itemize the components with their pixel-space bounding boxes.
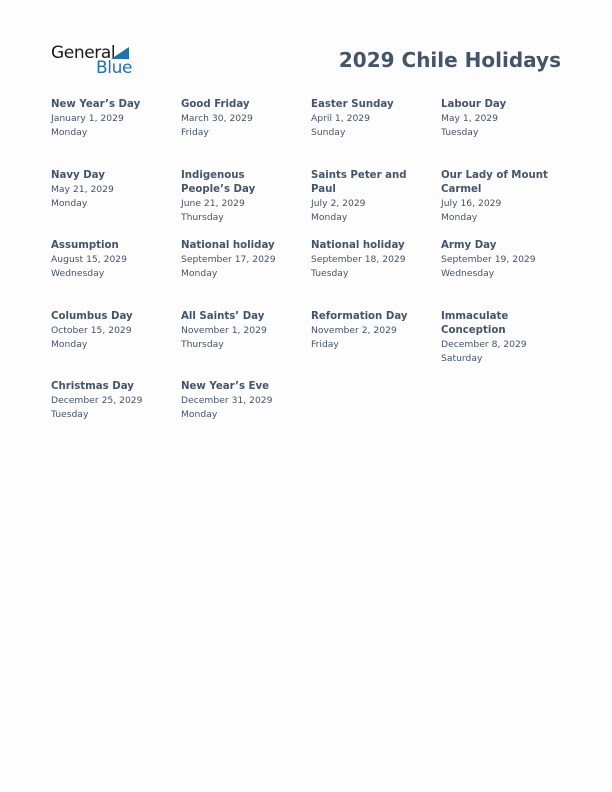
holiday-entry [311,98,441,169]
holiday-entry [311,169,441,240]
holiday-entry [441,169,571,240]
holiday-name: Saints Peter and Paul [311,169,407,195]
holiday-entry [181,98,311,169]
holiday-weekday: Monday [181,268,218,279]
holiday-entry [311,310,441,381]
holiday-entry [181,380,311,451]
holiday-name: Immaculate Conception [441,310,509,336]
holiday-date: September 18, 2029 [311,254,406,265]
holiday-grid [51,98,571,451]
holiday-entry [181,239,311,310]
holiday-weekday: Tuesday [311,268,349,279]
holiday-name: Easter Sunday [311,99,394,110]
holiday-name: Labour Day [441,99,507,110]
holiday-weekday: Tuesday [51,409,89,420]
holiday-date: August 15, 2029 [51,254,127,265]
holiday-name: Army Day [441,240,497,251]
holiday-date: December 31, 2029 [181,395,273,406]
holiday-weekday: Thursday [181,338,224,350]
holiday-date: November 2, 2029 [311,324,397,336]
holiday-name: National holiday [181,240,275,251]
holiday-date: December 25, 2029 [51,395,143,406]
holiday-name: New Year’s Eve [181,381,270,392]
holiday-entry [441,310,571,381]
holiday-entry [311,239,441,310]
holiday-date: December 8, 2029 [441,338,527,350]
holiday-weekday: Wednesday [441,268,495,279]
holiday-weekday: Wednesday [51,268,105,279]
holiday-name: New Year’s Day [51,99,141,110]
holiday-weekday: Monday [311,211,348,223]
holiday-date: July 16, 2029 [441,197,502,209]
holiday-name: Our Lady of Mount Carmel [441,169,548,195]
holiday-name: Good Friday [181,99,250,110]
holiday-weekday: Tuesday [441,127,479,138]
logo-text-blue: Blue [96,58,133,78]
holiday-entry [51,239,181,310]
holiday-name: Indigenous People’s Day [181,169,256,195]
holiday-entry [181,169,311,240]
holiday-name: Navy Day [51,169,105,181]
holiday-date: May 21, 2029 [51,183,114,195]
holiday-weekday: Thursday [181,211,224,223]
holiday-name: Assumption [51,240,119,251]
holiday-name: Reformation Day [311,310,408,322]
holiday-entry [441,98,571,169]
logo-text-general: General [51,43,116,63]
holiday-weekday: Friday [311,338,339,350]
holiday-date: July 2, 2029 [311,197,366,209]
page-title: 2029 Chile Holidays [338,48,561,72]
holiday-weekday: Monday [51,127,88,138]
holiday-weekday: Saturday [441,352,483,364]
holiday-entry [51,310,181,381]
holiday-weekday: Monday [181,409,218,420]
holiday-date: April 1, 2029 [311,113,370,124]
holiday-date: November 1, 2029 [181,324,267,336]
holiday-name: National holiday [311,240,405,251]
holiday-weekday: Sunday [311,127,346,138]
holiday-weekday: Friday [181,127,209,138]
holiday-date: June 21, 2029 [181,197,245,209]
holiday-date: May 1, 2029 [441,113,498,124]
holiday-weekday: Monday [51,197,88,209]
holiday-entry [51,169,181,240]
holiday-entry [181,310,311,381]
holiday-name: All Saints’ Day [181,310,265,322]
holiday-entry [51,98,181,169]
holiday-date: October 15, 2029 [51,324,132,336]
holiday-date: September 19, 2029 [441,254,536,265]
holiday-weekday: Monday [51,338,88,350]
generalblue-logo [50,43,134,77]
holiday-date: September 17, 2029 [181,254,276,265]
holiday-date: January 1, 2029 [51,113,124,124]
holiday-entry [51,380,181,451]
holiday-name: Christmas Day [51,381,134,392]
holiday-name: Columbus Day [51,310,133,322]
holiday-weekday: Monday [441,211,478,223]
holiday-entry [441,239,571,310]
holiday-date: March 30, 2029 [181,113,253,124]
